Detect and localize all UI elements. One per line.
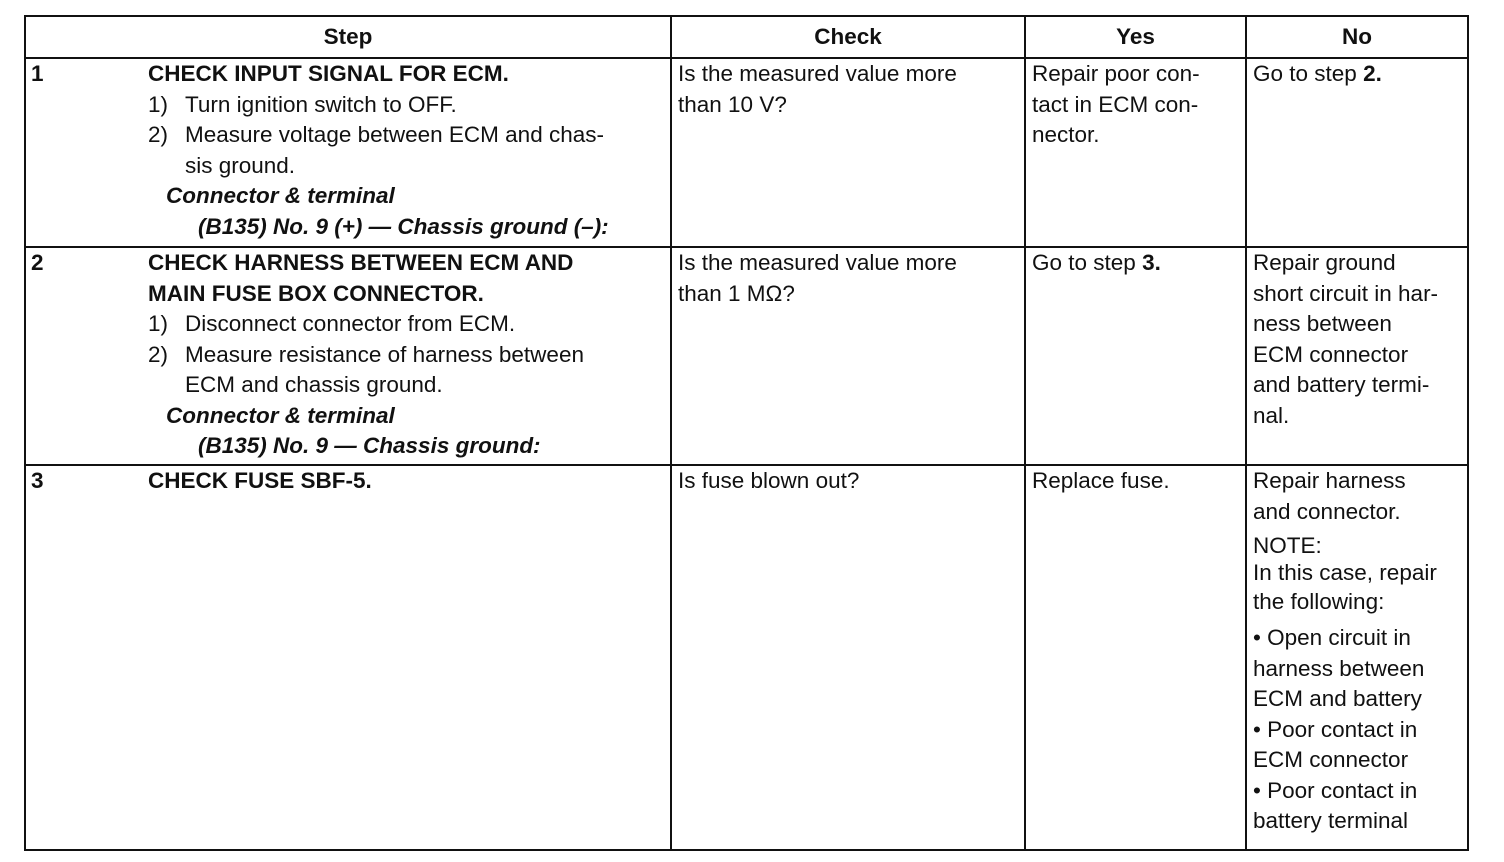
note-label: NOTE: <box>1253 533 1322 558</box>
table-row <box>25 465 1468 850</box>
substep-text: Measure resistance of harness between <box>185 341 584 367</box>
bullet-text: • Open circuit in <box>1253 625 1411 650</box>
note-bullet <box>1253 623 1463 715</box>
table-row <box>25 58 1468 247</box>
check-text: Is the measured value more <box>678 250 957 275</box>
bullet-text: • Poor contact in <box>1253 716 1418 742</box>
header-no: No <box>1246 16 1468 58</box>
connector-value: (B135) No. 9 (+) — Chassis ground (–): <box>198 213 609 239</box>
substep-text: ECM and chassis ground. <box>185 372 443 397</box>
substep <box>148 340 664 401</box>
yes-prefix: Go to step <box>1032 250 1143 275</box>
connector-label: Connector & terminal <box>166 183 395 208</box>
note-bullet <box>1253 715 1463 776</box>
no-text: nal. <box>1253 402 1290 428</box>
no-text <box>1253 59 1463 90</box>
step-cell <box>25 247 671 465</box>
no-text: Repair harness <box>1253 468 1406 493</box>
step-title: CHECK FUSE SBF-5. <box>148 468 372 493</box>
diagnostic-table <box>24 15 1469 851</box>
no-step-ref: 2. <box>1363 61 1382 86</box>
yes-text <box>1032 248 1241 279</box>
connector-label: Connector & terminal <box>166 402 395 428</box>
note-text: the following: <box>1253 589 1385 614</box>
header-row <box>25 16 1468 58</box>
check-text: than 1 MΩ? <box>678 280 795 306</box>
yes-cell <box>1025 247 1246 465</box>
table-row <box>25 247 1468 465</box>
substep <box>148 309 664 340</box>
bullet-text: ECM and battery <box>1253 686 1422 711</box>
check-text: than 10 V? <box>678 91 787 117</box>
yes-text: nector. <box>1032 122 1100 147</box>
check-cell <box>671 247 1025 465</box>
yes-cell <box>1025 58 1246 247</box>
note-text: In this case, repair <box>1253 560 1437 585</box>
step-number: 3 <box>31 468 44 493</box>
yes-cell <box>1025 465 1246 850</box>
no-text: Repair ground <box>1253 250 1396 275</box>
no-cell <box>1246 58 1468 247</box>
no-text: ECM connector <box>1253 341 1409 367</box>
check-text: Is fuse blown out? <box>678 468 860 493</box>
no-cell <box>1246 247 1468 465</box>
substep-text: Disconnect connector from ECM. <box>185 311 516 336</box>
note-bullet <box>1253 776 1463 837</box>
substep-number: 1) <box>148 91 169 117</box>
bullet-text: • Poor contact in <box>1253 777 1418 803</box>
check-cell <box>671 465 1025 850</box>
step-number: 2 <box>31 250 44 275</box>
step-cell <box>25 465 671 850</box>
check-text: Is the measured value more <box>678 61 957 86</box>
check-cell <box>671 58 1025 247</box>
substep <box>148 120 664 181</box>
step-number: 1 <box>31 61 44 86</box>
header-step: Step <box>25 16 671 58</box>
no-prefix: Go to step <box>1253 61 1364 86</box>
yes-text: Replace fuse. <box>1032 468 1170 493</box>
yes-step-ref: 3. <box>1142 250 1161 275</box>
substep-number: 1) <box>148 311 169 336</box>
yes-text: Repair poor con- <box>1032 61 1200 86</box>
no-cell <box>1246 465 1468 850</box>
substep-number: 2) <box>148 341 169 367</box>
header-check: Check <box>671 16 1025 58</box>
substep-number: 2) <box>148 122 169 147</box>
substep-text: Turn ignition switch to OFF. <box>185 91 457 117</box>
step-cell <box>25 58 671 247</box>
no-text: and battery termi- <box>1253 372 1430 397</box>
bullet-text: harness between <box>1253 655 1425 681</box>
connector-value: (B135) No. 9 — Chassis ground: <box>198 433 541 458</box>
bullet-text: ECM connector <box>1253 747 1409 772</box>
step-title: MAIN FUSE BOX CONNECTOR. <box>148 280 484 306</box>
no-text: ness between <box>1253 311 1392 336</box>
step-title: CHECK HARNESS BETWEEN ECM AND <box>148 250 574 275</box>
step-title: CHECK INPUT SIGNAL FOR ECM. <box>148 61 509 86</box>
substep-text: sis ground. <box>185 152 296 178</box>
bullet-text: battery terminal <box>1253 808 1409 833</box>
no-text: short circuit in har- <box>1253 280 1439 306</box>
yes-text: tact in ECM con- <box>1032 91 1199 117</box>
header-yes: Yes <box>1025 16 1246 58</box>
substep <box>148 90 664 121</box>
no-text: and connector. <box>1253 498 1401 524</box>
substep-text: Measure voltage between ECM and chas- <box>185 122 604 147</box>
